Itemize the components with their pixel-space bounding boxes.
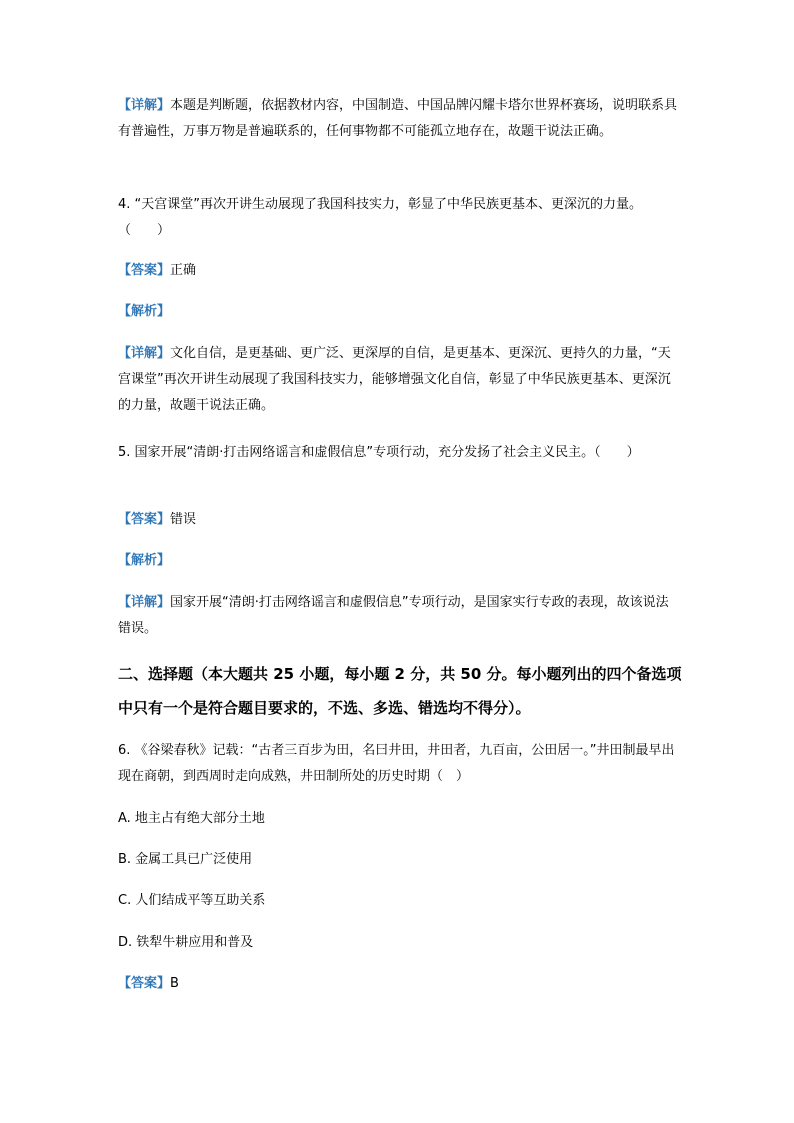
question-4	[118, 192, 678, 244]
answer-text: 正确	[170, 263, 197, 278]
option-d-text: D. 铁犁牛耕应用和普及	[118, 935, 254, 950]
analysis-q5	[118, 548, 678, 574]
answer-tag: 【答案】	[118, 512, 171, 527]
question-6-text: 6. 《谷梁春秋》记载：“古者三百步为田，名曰井田，井田者，九百亩，公田居一。”井田制最早出现在商朝，到西周时走向成熟，井田制所处的历史时期（ ）	[118, 743, 675, 784]
answer-tag: 【答案】	[118, 976, 171, 991]
section-heading-multiple-choice	[118, 657, 688, 725]
answer-q4	[118, 258, 678, 284]
analysis-tag: 【解析】	[118, 553, 171, 568]
detail-paragraph-q3	[118, 93, 678, 145]
option-d	[118, 930, 678, 956]
detail-paragraph-q4	[118, 341, 678, 419]
answer-q5	[118, 507, 678, 533]
option-c-text: C. 人们结成平等互助关系	[118, 893, 266, 908]
question-5-text: 5. 国家开展“清朗·打击网络谣言和虚假信息”专项行动，充分发扬了社会主义民主。（ ）	[118, 445, 640, 460]
option-c	[118, 888, 678, 914]
section-heading-text: 二、选择题（本大题共 25 小题，每小题 2 分，共 50 分。每小题列出的四个备选项中只有一个是符合题目要求的，不选、多选、错选均不得分）。	[118, 665, 682, 717]
detail-text: 本题是判断题，依据教材内容，中国制造、中国品牌闪耀卡塔尔世界杯赛场，说明联系具有普遍性，万事万物是普遍联系的，任何事物都不可能孤立地存在，故题干说法正确。	[118, 98, 678, 139]
answer-text: B	[170, 976, 179, 991]
analysis-tag: 【解析】	[118, 304, 171, 319]
detail-paragraph-q5	[118, 590, 678, 642]
option-a	[118, 806, 678, 832]
detail-text: 国家开展“清朗·打击网络谣言和虚假信息”专项行动，是国家实行专政的表现，故该说法错误。	[118, 595, 669, 636]
detail-text: 文化自信，是更基础、更广泛、更深厚的自信，是更基本、更深沉、更持久的力量，“天宫课堂”再次开讲生动展现了我国科技实力，能够增强文化自信，彰显了中华民族更基本、更深沉的力量，故题干说法正确。	[118, 346, 671, 413]
answer-tag: 【答案】	[118, 263, 171, 278]
question-6	[118, 738, 678, 790]
option-b-text: B. 金属工具已广泛使用	[118, 852, 253, 867]
detail-tag: 【详解】	[118, 595, 171, 610]
answer-text: 错误	[170, 512, 197, 527]
analysis-q4	[118, 299, 678, 325]
option-a-text: A. 地主占有绝大部分土地	[118, 811, 265, 826]
detail-tag: 【详解】	[118, 346, 171, 361]
detail-tag: 【详解】	[118, 98, 171, 113]
question-5	[118, 440, 678, 466]
question-4-text: 4. “天宫课堂”再次开讲生动展现了我国科技实力，彰显了中华民族更基本、更深沉的力量。（ ）	[118, 197, 643, 238]
option-b	[118, 847, 678, 873]
answer-q6	[118, 971, 678, 997]
